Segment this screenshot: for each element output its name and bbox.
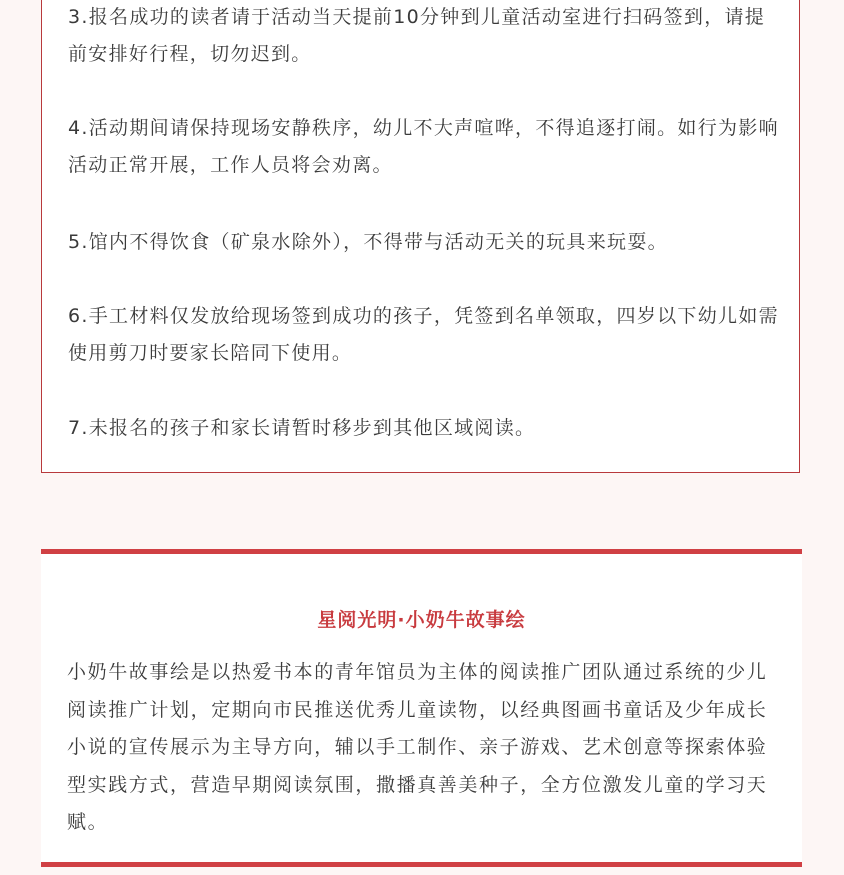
rule-item-5: 5.馆内不得饮食（矿泉水除外），不得带与活动无关的玩具来玩耍。 [68, 231, 668, 253]
rule-item-3: 3.报名成功的读者请于活动当天提前10分钟到儿童活动室进行扫码签到，请提前安排好行程，切勿迟到。 [68, 6, 766, 65]
card-body-text: 小奶牛故事绘是以热爱书本的青年馆员为主体的阅读推广团队通过系统的少儿阅读推广计划，定期向市民推送优秀儿童读物，以经典图画书童话及少年成长小说的宣传展示为主导方向，辅以手工制作、亲子游戏、艺术创意等探索体验型实践方式，营造早期阅读氛围，撒播真善美种子，全方位激发儿童的学习天赋。 [67, 661, 768, 833]
rule-item-7: 7.未报名的孩子和家长请暂时移步到其他区域阅读。 [68, 417, 536, 439]
notice-rules-box [41, 0, 800, 473]
intro-card [41, 549, 802, 867]
rule-item-4: 4.活动期间请保持现场安静秩序，幼儿不大声喧哗，不得追逐打闹。如行为影响活动正常开展，工作人员将会劝离。 [68, 117, 779, 176]
rule-item-6: 6.手工材料仅发放给现场签到成功的孩子，凭签到名单领取，四岁以下幼儿如需使用剪刀时要家长陪同下使用。 [68, 305, 779, 364]
card-title: 星阅光明·小奶牛故事绘 [317, 609, 526, 631]
